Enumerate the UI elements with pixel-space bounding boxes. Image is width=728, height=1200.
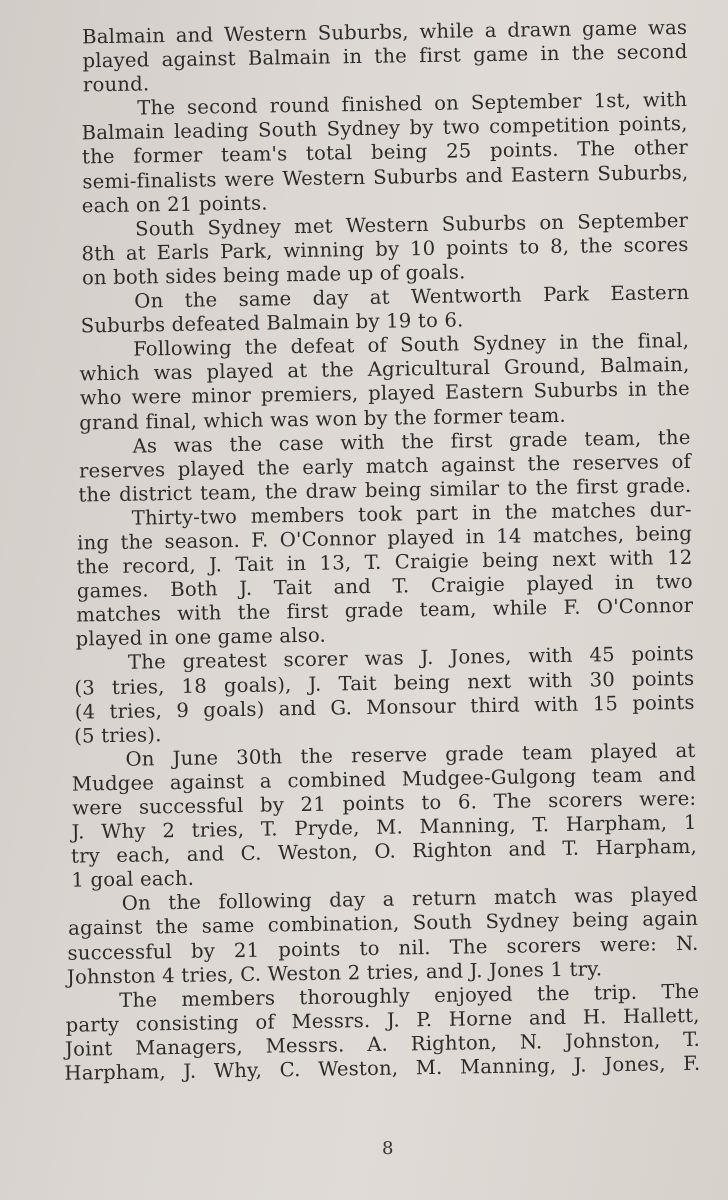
text-line: were successful by 21 points to 6. The scorers were: xyxy=(72,786,697,820)
text-line: played in one game also. xyxy=(75,623,327,651)
text-line: party consisting of Messrs. J. P. Horne and H. Hallett, xyxy=(65,1003,700,1037)
text-line: on both sides being made up of goals. xyxy=(81,260,466,290)
text-line: 8th at Earls Park, winning by 10 points to 8, the scores xyxy=(81,232,689,266)
text-line: against the same combination, South Sydney being again xyxy=(68,907,699,941)
text-line: South Sydney met Western Suburbs on September xyxy=(135,208,689,241)
text-line: As was the case with the first grade team, the xyxy=(132,425,691,458)
text-line: semi-finalists were Western Suburbs and Eastern Suburbs, xyxy=(82,160,689,193)
body-text xyxy=(42,16,699,1086)
text-line: (4 tries, 9 goals) and G. Monsour third with 15 points xyxy=(74,690,695,724)
text-line: reserves played the early match against the reserves of xyxy=(78,449,692,483)
text-line: the district team, the draw being similar to the first grade. xyxy=(78,473,692,507)
text-line: Balmain leading South Sydney by two competition points, xyxy=(81,112,688,145)
text-line: Joint Managers, Messrs. A. Righton, N. Johnston, T. xyxy=(64,1027,701,1061)
page-number: 8 xyxy=(382,1138,394,1159)
text-line: played against Balmain in the first game in the second xyxy=(82,39,688,73)
text-line: matches with the first grade team, while F. O'Connor xyxy=(76,594,694,627)
text-line: the former team's total being 25 points. The other xyxy=(81,136,689,169)
text-line: who were minor premiers, played Eastern Suburbs in the xyxy=(79,377,690,410)
text-line: Thirty-two members took part in the matches dur- xyxy=(131,497,692,530)
text-line: round. xyxy=(82,72,150,97)
text-line: Balmain and Western Suburbs, while a drawn game was xyxy=(81,15,688,49)
text-line: which was played at the Agricultural Ground, Balmain, xyxy=(79,353,690,386)
text-line: On the following day a return match was played xyxy=(121,883,698,916)
text-line: (5 tries). xyxy=(73,722,162,748)
text-line: Suburbs defeated Balmain by 19 to 6. xyxy=(80,308,464,338)
text-line: Mudgee against a combined Mudgee-Gulgong team and xyxy=(71,762,697,796)
text-line: The members thoroughly enjoyed the trip. The xyxy=(119,979,700,1012)
text-line: try each, and C. Weston, O. Righton and T. Harpham, xyxy=(70,835,698,868)
text-line: The second round finished on September 1st, with xyxy=(137,88,688,120)
text-line: (3 tries, 18 goals), J. Tait being next with 30 points xyxy=(74,666,695,700)
text-line: J. Why 2 tries, T. Pryde, M. Manning, T. Harpham, 1 xyxy=(71,810,697,844)
text-line: On the same day at Wentworth Park Eastern xyxy=(134,280,690,313)
text-line: the record, J. Tait in 13, T. Craigie being next with 12 xyxy=(76,545,693,579)
text-line: Following the defeat of South Sydney in the final, xyxy=(132,329,690,361)
text-line: grand final, which was won by the former team. xyxy=(79,403,567,434)
text-line: 1 goal each. xyxy=(71,866,195,892)
text-line: The greatest scorer was J. Jones, with 45 points xyxy=(127,642,695,675)
text-line: ing the season. F. O'Connor played in 14 matches, being xyxy=(76,521,693,555)
text-line: each on 21 points. xyxy=(81,191,268,218)
text-line: Johnston 4 tries, C. Weston 2 tries, and J. Jones 1 try. xyxy=(66,956,603,989)
text-line: On June 30th the reserve grade team played at xyxy=(125,738,696,771)
text-line: games. Both J. Tait and T. Craigie played in two xyxy=(76,570,693,603)
text-line: successful by 21 points to nil. The scorers were: N. xyxy=(67,931,699,965)
text-line: Harpham, J. Why, C. Weston, M. Manning, J. Jones, F. xyxy=(64,1051,701,1085)
